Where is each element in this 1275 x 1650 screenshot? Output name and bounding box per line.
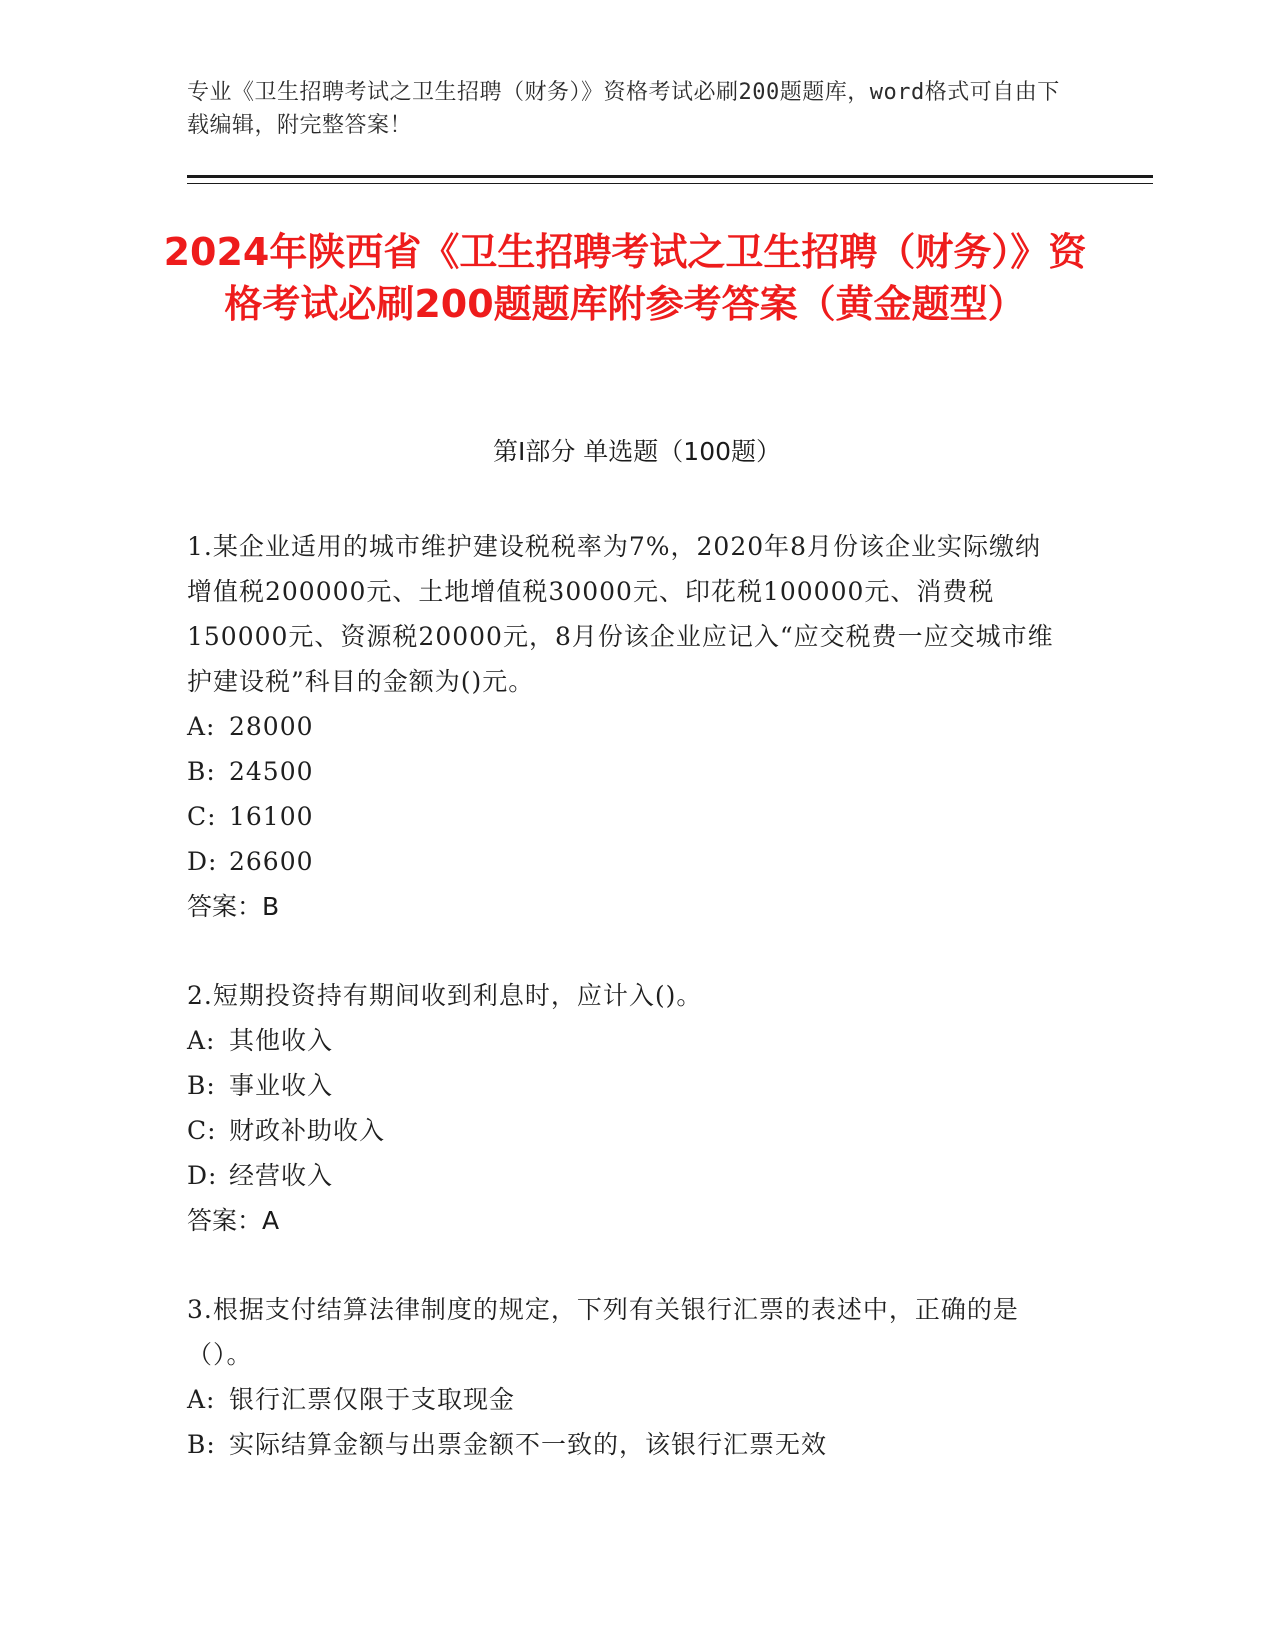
option-text: 28000 — [229, 712, 314, 741]
option-text: 26600 — [229, 847, 314, 876]
option-letter: C: — [187, 1116, 217, 1145]
header-note: 专业《卫生招聘考试之卫生招聘（财务）》资格考试必刷200题题库，word格式可自由下载编辑，附完整答案！ — [187, 80, 1060, 138]
option-b — [187, 749, 1067, 794]
option-letter: D: — [187, 1161, 218, 1190]
question-1 — [187, 524, 1067, 929]
option-a — [187, 1377, 1067, 1422]
answer: 答案：B — [187, 892, 280, 921]
option-a — [187, 1018, 1067, 1063]
option-b — [187, 1422, 1067, 1467]
question-list — [187, 524, 1067, 1511]
option-text: 24500 — [229, 757, 314, 786]
section-title: 第I部分 单选题（100题） — [492, 437, 782, 466]
option-letter: D: — [187, 847, 218, 876]
option-c — [187, 794, 1067, 839]
option-text: 实际结算金额与出票金额不一致的，该银行汇票无效 — [229, 1430, 828, 1459]
option-letter: A: — [187, 1026, 216, 1055]
option-text: 经营收入 — [229, 1161, 334, 1190]
option-letter: B: — [187, 757, 216, 786]
header-rule-thin — [187, 183, 1153, 184]
option-text: 其他收入 — [229, 1026, 334, 1055]
option-letter: A: — [187, 712, 216, 741]
option-text: 事业收入 — [229, 1071, 334, 1100]
option-c — [187, 1108, 1067, 1153]
option-b — [187, 1063, 1067, 1108]
option-d — [187, 1153, 1067, 1198]
option-text: 16100 — [229, 802, 314, 831]
answer: 答案：A — [187, 1206, 280, 1235]
question-2 — [187, 973, 1067, 1243]
option-text: 财政补助收入 — [229, 1116, 386, 1145]
option-text: 银行汇票仅限于支取现金 — [229, 1385, 516, 1414]
question-stem: 3.根据支付结算法律制度的规定，下列有关银行汇票的表述中，正确的是（）。 — [187, 1295, 1019, 1369]
option-letter: B: — [187, 1071, 216, 1100]
option-letter: C: — [187, 802, 217, 831]
header-rule-thick — [187, 175, 1153, 178]
option-d — [187, 839, 1067, 884]
option-letter: B: — [187, 1430, 216, 1459]
option-a — [187, 704, 1067, 749]
question-stem: 2.短期投资持有期间收到利息时，应计入()。 — [187, 981, 703, 1010]
question-stem: 1.某企业适用的城市维护建设税税率为7%，2020年8月份该企业实际缴纳增值税200000元、土地增值税30000元、印花税100000元、消费税150000元、资源税20000元，8月份该企业应记入“应交税费一应交城市维护建设税”科目的金额为()元。 — [187, 532, 1054, 696]
question-3 — [187, 1287, 1067, 1467]
option-letter: A: — [187, 1385, 216, 1414]
document-title: 2024年陕西省《卫生招聘考试之卫生招聘（财务）》资格考试必刷200题题库附参考答案（黄金题型） — [163, 230, 1087, 326]
